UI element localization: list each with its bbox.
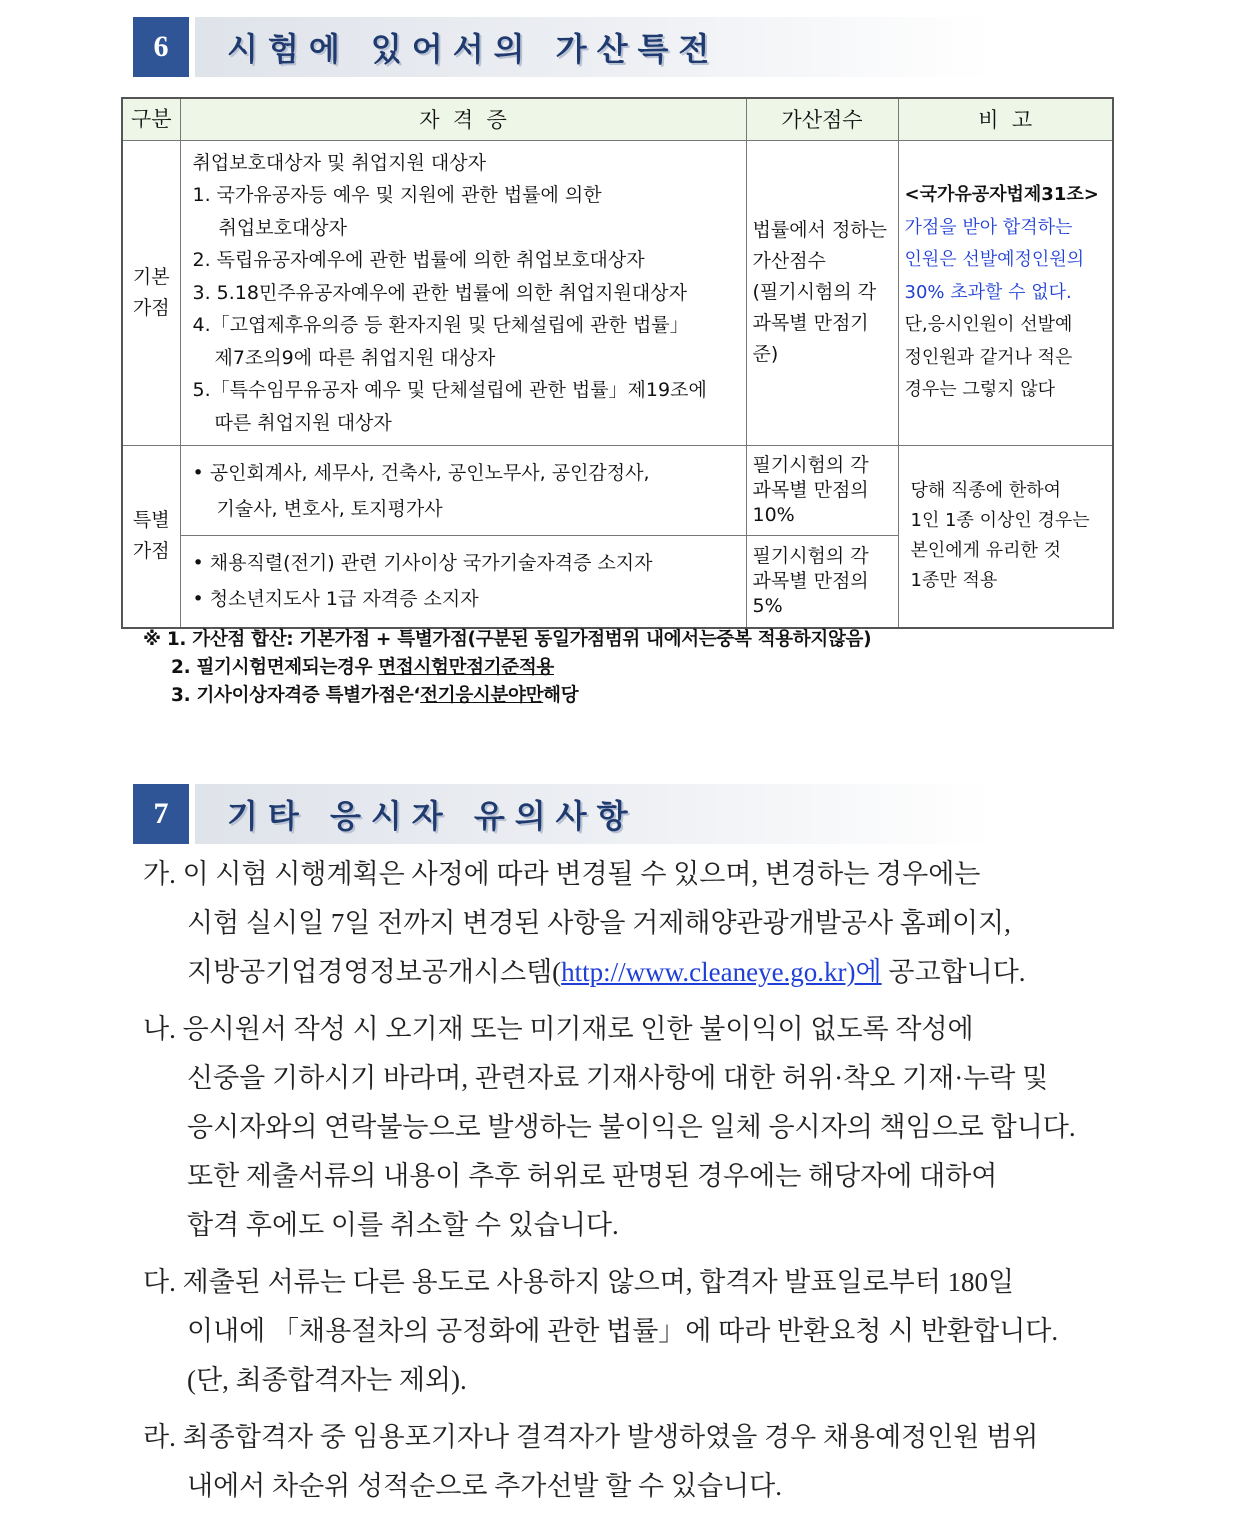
score-line: 과목별 만점의 — [752, 569, 869, 592]
score-line: (필기시험의 각 — [752, 281, 877, 304]
qual-line: 제7조의9에 따른 취업지원 대상자 — [214, 346, 496, 369]
qual-line: 따른 취업지원 대상자 — [214, 411, 392, 434]
section-6-header — [133, 17, 993, 77]
special-note-line: 1종만 적용 — [910, 570, 998, 592]
section-7-title: 기타 응시자 유의사항 — [227, 797, 638, 835]
special-category-line: 특별 — [132, 509, 170, 532]
qual-line: 1. 국가유공자등 예우 및 지원에 관한 법률에 의한 — [192, 184, 602, 206]
basic-qualifications-cell — [180, 140, 746, 446]
special-item-line: • 청소년지도사 1급 자격증 소지자 — [192, 588, 479, 611]
special-qualifications-cell-2 — [180, 536, 746, 628]
footnote-3-text: 3. 기사이상자격증 특별가점은‘ — [171, 685, 421, 706]
paragraph-line: 내에서 차순위 성적순으로 추가선발 할 수 있습니다. — [187, 1471, 782, 1501]
paragraph-line: 이내에 「채용절차의 공정화에 관한 법률」에 따라 반환요청 시 반환합니다. — [187, 1316, 1059, 1346]
basic-category-line: 가점 — [132, 296, 170, 319]
special-score-cell-1 — [746, 446, 898, 536]
table-footnotes — [143, 626, 871, 710]
score-line: 법률에서 정하는 — [752, 219, 888, 242]
special-category-cell — [122, 446, 180, 628]
special-note-cell — [898, 446, 1113, 628]
notice-paragraph-da — [143, 1258, 1128, 1405]
special-note-line: 1인 1종 이상인 경우는 — [910, 510, 1090, 532]
header-points: 가산점수 — [746, 98, 898, 140]
table-row-special-1 — [122, 446, 1113, 536]
notice-paragraphs — [143, 850, 1128, 1519]
section-7-number: 7 — [133, 784, 189, 844]
paragraph-first-line: 다. 제출된 서류는 다른 용도로 사용하지 않으며, 합격자 발표일로부터 180일 — [143, 1267, 1015, 1297]
score-line: 필기시험의 각 — [752, 454, 869, 476]
qual-line: 3. 5.18민주유공자예우에 관한 법률에 의한 취업지원대상자 — [192, 281, 687, 304]
note-heading: <국가유공자법제31조> — [904, 184, 1099, 205]
paragraph-line: 시험 실시일 7일 전까지 변경된 사항을 거제해양관광개발공사 홈페이지, — [187, 908, 1011, 938]
paragraph-first-line: 나. 응시원서 작성 시 오기재 또는 미기재로 인한 불이익이 없도록 작성에 — [143, 1014, 974, 1044]
basic-note-cell — [898, 140, 1113, 446]
paragraph-text: 지방공기업경영정보공개시스템( — [187, 957, 562, 987]
note-line: 경우는 그렇지 않다 — [904, 379, 1056, 400]
footnote-3-tail: 해당 — [543, 685, 579, 706]
paragraph-line: (단, 최종합격자는 제외). — [187, 1365, 467, 1395]
footnote-2-underlined: 면접시험만점기준적용 — [378, 657, 555, 678]
note-blue-line: 가점을 받아 합격하는 — [904, 216, 1073, 238]
score-line: 과목별 만점의 — [752, 479, 869, 501]
table-row-basic — [122, 140, 1113, 446]
qual-line: 4.「고엽제후유의증 등 환자지원 및 단체설립에 관한 법률」 — [192, 314, 689, 336]
special-item-line: • 채용직렬(전기) 관련 기사이상 국가기술자격증 소지자 — [192, 552, 653, 575]
footnote-1: ※ 1. 가산점 합산: 기본가점 + 특별가점(구분된 동일가점범위 내에서는중복 적용하지않음) — [143, 629, 872, 650]
special-note-line: 본인에게 유리한 것 — [910, 540, 1062, 562]
section-7-header — [133, 784, 993, 844]
notice-paragraph-ga — [143, 850, 1128, 997]
qual-line: 2. 독립유공자예우에 관한 법률에 의한 취업보호대상자 — [192, 249, 645, 271]
basic-score-cell — [746, 140, 898, 446]
header-remarks: 비 고 — [898, 98, 1113, 140]
paragraph-line: 또한 제출서류의 내용이 추후 허위로 판명된 경우에는 해당자에 대하여 — [187, 1161, 998, 1191]
header-category: 구분 — [122, 98, 180, 140]
notice-paragraph-na — [143, 1005, 1128, 1250]
paragraph-line: 신중을 기하시기 바라며, 관련자료 기재사항에 대한 허위·착오 기재·누락 및 — [187, 1063, 1049, 1093]
paragraph-line-with-link — [143, 948, 1128, 997]
section-6-title: 시험에 있어서의 가산특전 — [227, 30, 720, 68]
table-header-row — [122, 98, 1113, 140]
header-qualification: 자 격 증 — [180, 98, 746, 140]
section-6-number: 6 — [133, 17, 189, 77]
score-line: 10% — [752, 504, 795, 526]
paragraph-first-line: 라. 최종합격자 중 임용포기자나 결격자가 발생하였을 경우 채용예정인원 범위 — [143, 1422, 1039, 1452]
score-line: 5% — [752, 594, 783, 617]
paragraph-line: 합격 후에도 이를 취소할 수 있습니다. — [187, 1210, 619, 1240]
note-blue-line: 30% 초과할 수 없다. — [904, 281, 1072, 303]
cleaneye-link[interactable]: http://www.cleaneye.go.kr)에 — [561, 957, 882, 987]
qual-line: 취업보호대상자 및 취업지원 대상자 — [192, 151, 486, 174]
note-blue-line: 인원은 선발예정인원의 — [904, 249, 1085, 270]
paragraph-first-line: 가. 이 시험 시행계획은 사정에 따라 변경될 수 있으며, 변경하는 경우에는 — [143, 859, 981, 889]
special-category-line: 가점 — [132, 540, 170, 563]
note-line: 단,응시인원이 선발예 — [904, 314, 1073, 335]
footnote-3 — [143, 682, 871, 710]
footnote-3-underlined: 전기응시분야만 — [420, 685, 544, 706]
special-item-line: 기술사, 변호사, 토지평가사 — [216, 497, 443, 520]
notice-paragraph-ra — [143, 1413, 1128, 1511]
paragraph-text: 공고합니다. — [881, 957, 1026, 987]
special-qualifications-cell-1 — [180, 446, 746, 536]
note-line: 정인원과 같거나 적은 — [904, 346, 1073, 368]
special-note-line: 당해 직종에 한하여 — [910, 480, 1062, 502]
qual-line: 5.「특수임무유공자 예우 및 단체설립에 관한 법률」제19조에 — [192, 379, 707, 401]
footnote-2-text: 2. 필기시험면제되는경우 — [171, 657, 379, 678]
paragraph-line: 응시자와의 연락불능으로 발생하는 불이익은 일체 응시자의 책임으로 합니다. — [187, 1112, 1076, 1142]
score-line: 가산점수 — [752, 250, 826, 273]
special-item-line: • 공인회계사, 세무사, 건축사, 공인노무사, 공인감정사, — [192, 461, 650, 484]
basic-category-cell — [122, 140, 180, 446]
basic-category-line: 기본 — [132, 265, 170, 288]
footnote-2 — [143, 654, 871, 682]
score-line: 필기시험의 각 — [752, 544, 869, 567]
qual-line: 취업보호대상자 — [218, 216, 347, 239]
score-line: 과목별 만점기준) — [752, 312, 869, 366]
bonus-points-table — [121, 97, 1114, 629]
special-score-cell-2 — [746, 536, 898, 628]
